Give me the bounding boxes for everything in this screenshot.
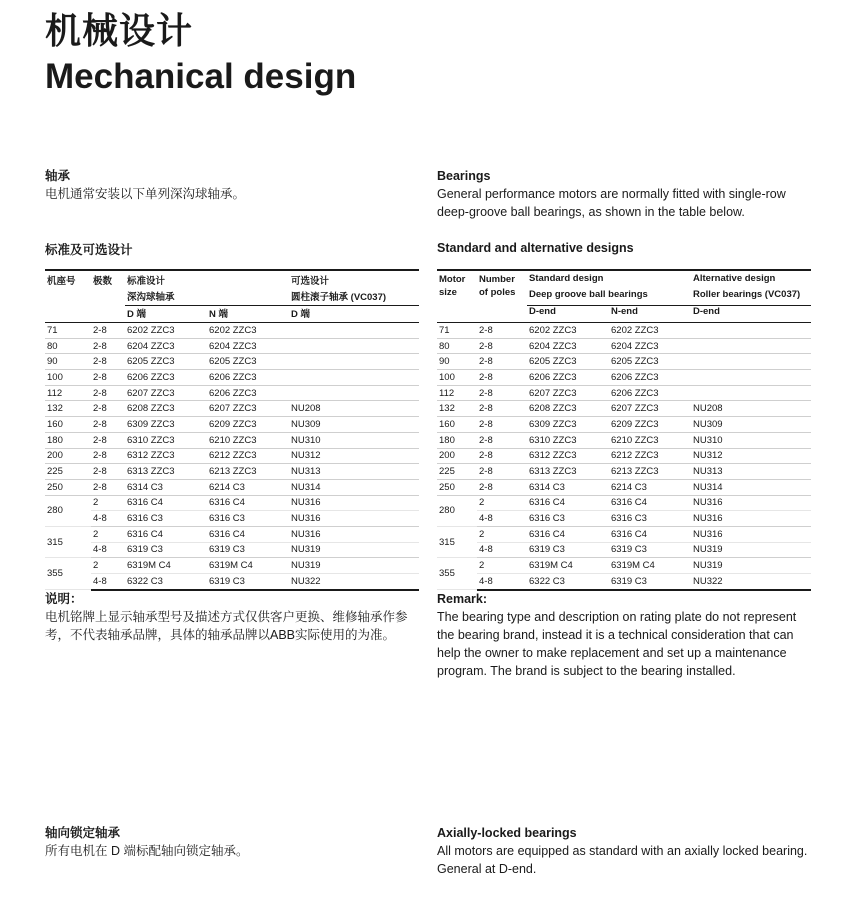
remark-section-cn bbox=[45, 590, 425, 644]
cell-n: 6206 ZZC3 bbox=[609, 370, 691, 386]
table-row bbox=[45, 417, 419, 433]
table-row bbox=[45, 495, 419, 511]
cell-d: 6204 ZZC3 bbox=[125, 338, 207, 354]
cell-alt bbox=[289, 385, 419, 401]
cell-poles: 2 bbox=[91, 526, 125, 542]
cell-d: 6309 ZZC3 bbox=[125, 417, 207, 433]
table-row bbox=[45, 526, 419, 542]
bearings-heading-cn: 轴承 bbox=[45, 169, 71, 183]
cell-poles: 2-8 bbox=[477, 354, 527, 370]
cell-frame: 80 bbox=[45, 338, 91, 354]
cell-alt bbox=[691, 338, 811, 354]
cell-n: 6205 ZZC3 bbox=[207, 354, 289, 370]
designs-section-en bbox=[437, 239, 812, 257]
cell-alt: NU208 bbox=[691, 401, 811, 417]
cell-frame: 280 bbox=[437, 495, 477, 526]
cell-alt: NU319 bbox=[289, 558, 419, 574]
cell-alt: NU313 bbox=[691, 464, 811, 480]
cell-poles: 2-8 bbox=[477, 448, 527, 464]
cell-poles: 4-8 bbox=[477, 574, 527, 590]
col-poles-header: Number of poles bbox=[477, 270, 527, 306]
cell-frame: 225 bbox=[437, 464, 477, 480]
bearings-section-cn bbox=[45, 167, 425, 203]
cell-d: 6207 ZZC3 bbox=[125, 385, 207, 401]
page-title-cn: 机械设计 bbox=[45, 10, 194, 51]
cell-poles: 2-8 bbox=[91, 464, 125, 480]
cell-d: 6313 ZZC3 bbox=[125, 464, 207, 480]
cell-poles: 2-8 bbox=[91, 432, 125, 448]
cell-d: 6207 ZZC3 bbox=[527, 385, 609, 401]
remark-heading-en: Remark: bbox=[437, 592, 488, 606]
cell-frame: 200 bbox=[45, 448, 91, 464]
cell-frame: 315 bbox=[437, 526, 477, 557]
cell-frame: 90 bbox=[437, 354, 477, 370]
cell-frame: 71 bbox=[437, 323, 477, 339]
cell-n: 6204 ZZC3 bbox=[207, 338, 289, 354]
cell-alt: NU322 bbox=[691, 574, 811, 590]
cell-n: 6316 C4 bbox=[207, 495, 289, 511]
cell-alt bbox=[289, 338, 419, 354]
cell-n: 6206 ZZC3 bbox=[207, 370, 289, 386]
cell-d: 6316 C3 bbox=[125, 511, 207, 527]
cell-poles: 2 bbox=[477, 495, 527, 511]
cell-n: 6210 ZZC3 bbox=[609, 432, 691, 448]
cell-n: 6319M C4 bbox=[609, 558, 691, 574]
col-n-end-header: N 端 bbox=[207, 306, 289, 323]
col-alt-sub-header: 圆柱滚子轴承 (VC037) bbox=[289, 289, 419, 306]
cell-frame: 355 bbox=[437, 558, 477, 590]
cell-poles: 4-8 bbox=[91, 574, 125, 590]
cell-frame: 280 bbox=[45, 495, 91, 526]
table-row bbox=[437, 464, 811, 480]
cell-alt: NU322 bbox=[289, 574, 419, 590]
cell-poles: 2-8 bbox=[477, 479, 527, 495]
cell-frame: 200 bbox=[437, 448, 477, 464]
table-row bbox=[437, 401, 811, 417]
col-alt-sub-header: Roller bearings (VC037) bbox=[691, 289, 811, 306]
cell-d: 6319 C3 bbox=[125, 542, 207, 558]
cell-frame: 315 bbox=[45, 526, 91, 557]
cell-frame: 132 bbox=[437, 401, 477, 417]
cell-d: 6316 C4 bbox=[125, 495, 207, 511]
bearings-text-cn: 电机通常安装以下单列深沟球轴承。 bbox=[45, 187, 246, 201]
cell-poles: 2-8 bbox=[91, 401, 125, 417]
cell-frame: 225 bbox=[45, 464, 91, 480]
table-row bbox=[45, 338, 419, 354]
cell-n: 6319M C4 bbox=[207, 558, 289, 574]
cell-poles: 2-8 bbox=[477, 385, 527, 401]
cell-d: 6322 C3 bbox=[527, 574, 609, 590]
col-poles-header: 极数 bbox=[91, 270, 125, 289]
cell-n: 6316 C3 bbox=[207, 511, 289, 527]
cell-n: 6204 ZZC3 bbox=[609, 338, 691, 354]
cell-n: 6212 ZZC3 bbox=[207, 448, 289, 464]
cell-alt: NU310 bbox=[289, 432, 419, 448]
table-row bbox=[437, 432, 811, 448]
axial-section-cn bbox=[45, 824, 425, 860]
designs-heading-cn: 标准及可选设计 bbox=[45, 243, 133, 257]
cell-poles: 2-8 bbox=[91, 448, 125, 464]
cell-d: 6312 ZZC3 bbox=[527, 448, 609, 464]
cell-d: 6313 ZZC3 bbox=[527, 464, 609, 480]
cell-frame: 100 bbox=[45, 370, 91, 386]
col-alt-d-end-header: D 端 bbox=[289, 306, 419, 323]
cell-poles: 2 bbox=[91, 495, 125, 511]
cell-n: 6207 ZZC3 bbox=[609, 401, 691, 417]
remark-section-en bbox=[437, 590, 812, 680]
cell-d: 6314 C3 bbox=[527, 479, 609, 495]
cell-d: 6316 C4 bbox=[527, 495, 609, 511]
cell-alt: NU313 bbox=[289, 464, 419, 480]
table-row bbox=[437, 370, 811, 386]
bearings-text-en: General performance motors are normally fitted with single-row deep-groove ball bearings, as shown in the table below. bbox=[437, 187, 786, 219]
designs-section-cn bbox=[45, 241, 425, 259]
cell-n: 6213 ZZC3 bbox=[609, 464, 691, 480]
cell-alt: NU314 bbox=[691, 479, 811, 495]
cell-poles: 2-8 bbox=[477, 338, 527, 354]
cell-alt: NU319 bbox=[691, 542, 811, 558]
bearing-table-cn bbox=[45, 269, 419, 591]
cell-poles: 2-8 bbox=[91, 479, 125, 495]
cell-d: 6206 ZZC3 bbox=[125, 370, 207, 386]
cell-d: 6312 ZZC3 bbox=[125, 448, 207, 464]
cell-frame: 71 bbox=[45, 323, 91, 339]
col-alt-header: 可选设计 bbox=[289, 270, 419, 289]
bearings-section-en bbox=[437, 167, 812, 221]
cell-d: 6310 ZZC3 bbox=[125, 432, 207, 448]
cell-poles: 4-8 bbox=[477, 542, 527, 558]
cell-alt bbox=[289, 323, 419, 339]
cell-n: 6209 ZZC3 bbox=[207, 417, 289, 433]
cell-poles: 2-8 bbox=[477, 401, 527, 417]
cell-alt bbox=[289, 354, 419, 370]
cell-n: 6206 ZZC3 bbox=[609, 385, 691, 401]
table-row bbox=[437, 417, 811, 433]
col-frame-header: Motor size bbox=[437, 270, 477, 306]
col-alt-d-end-header: D-end bbox=[691, 306, 811, 323]
remark-text-cn: 电机铭牌上显示轴承型号及描述方式仅供客户更换、维修轴承作参考，不代表轴承品牌，具体的轴承品牌以ABB实际使用的为准。 bbox=[45, 610, 408, 642]
page-title-en: Mechanical design bbox=[45, 57, 357, 96]
cell-n: 6212 ZZC3 bbox=[609, 448, 691, 464]
table-row bbox=[45, 464, 419, 480]
cell-alt: NU316 bbox=[691, 495, 811, 511]
cell-n: 6205 ZZC3 bbox=[609, 354, 691, 370]
cell-alt: NU309 bbox=[289, 417, 419, 433]
table-row bbox=[45, 558, 419, 574]
cell-alt: NU310 bbox=[691, 432, 811, 448]
cell-d: 6319M C4 bbox=[125, 558, 207, 574]
table-row bbox=[437, 338, 811, 354]
cell-alt: NU312 bbox=[691, 448, 811, 464]
cell-n: 6319 C3 bbox=[609, 574, 691, 590]
cell-frame: 80 bbox=[437, 338, 477, 354]
cell-frame: 132 bbox=[45, 401, 91, 417]
table-row bbox=[437, 385, 811, 401]
cell-d: 6316 C3 bbox=[527, 511, 609, 527]
cell-alt: NU314 bbox=[289, 479, 419, 495]
cell-alt: NU316 bbox=[691, 511, 811, 527]
table-row bbox=[437, 558, 811, 574]
bearing-table-en bbox=[437, 269, 811, 591]
designs-heading-en: Standard and alternative designs bbox=[437, 241, 634, 255]
cell-poles: 2-8 bbox=[91, 323, 125, 339]
cell-frame: 112 bbox=[45, 385, 91, 401]
cell-frame: 160 bbox=[45, 417, 91, 433]
cell-alt bbox=[691, 385, 811, 401]
cell-poles: 4-8 bbox=[477, 511, 527, 527]
col-std-header: 标准设计 bbox=[125, 270, 289, 289]
cell-d: 6204 ZZC3 bbox=[527, 338, 609, 354]
cell-d: 6206 ZZC3 bbox=[527, 370, 609, 386]
cell-alt bbox=[691, 354, 811, 370]
table-row bbox=[45, 432, 419, 448]
cell-frame: 180 bbox=[45, 432, 91, 448]
cell-frame: 112 bbox=[437, 385, 477, 401]
cell-poles: 2-8 bbox=[477, 432, 527, 448]
cell-poles: 2-8 bbox=[91, 370, 125, 386]
cell-poles: 2-8 bbox=[477, 370, 527, 386]
cell-alt bbox=[691, 370, 811, 386]
col-d-end-header: D-end bbox=[527, 306, 609, 323]
table-row bbox=[437, 542, 811, 558]
axial-section-en bbox=[437, 824, 812, 878]
cell-alt: NU319 bbox=[691, 558, 811, 574]
cell-d: 6202 ZZC3 bbox=[125, 323, 207, 339]
cell-frame: 250 bbox=[45, 479, 91, 495]
col-frame-header: 机座号 bbox=[45, 270, 91, 289]
table-row bbox=[45, 385, 419, 401]
table-row bbox=[437, 495, 811, 511]
cell-frame: 160 bbox=[437, 417, 477, 433]
cell-n: 6316 C4 bbox=[609, 526, 691, 542]
remark-heading-cn: 说明： bbox=[45, 592, 83, 606]
table-row bbox=[437, 323, 811, 339]
table-row bbox=[45, 401, 419, 417]
cell-d: 6319 C3 bbox=[527, 542, 609, 558]
table-row bbox=[45, 574, 419, 590]
cell-alt: NU309 bbox=[691, 417, 811, 433]
col-std-sub-header: Deep groove ball bearings bbox=[527, 289, 691, 306]
cell-n: 6202 ZZC3 bbox=[609, 323, 691, 339]
cell-frame: 100 bbox=[437, 370, 477, 386]
bearings-heading-en: Bearings bbox=[437, 169, 491, 183]
table-row bbox=[45, 354, 419, 370]
cell-n: 6213 ZZC3 bbox=[207, 464, 289, 480]
cell-n: 6214 C3 bbox=[609, 479, 691, 495]
table-row bbox=[45, 511, 419, 527]
table-row bbox=[45, 479, 419, 495]
remark-text-en: The bearing type and description on rating plate do not represent the bearing brand, instead it is a technical consideration that can help the owner to make replacement and set up a maintenance program. The brand is subject to the bearing installed. bbox=[437, 610, 797, 678]
cell-poles: 2-8 bbox=[477, 464, 527, 480]
cell-poles: 2 bbox=[477, 558, 527, 574]
cell-d: 6319M C4 bbox=[527, 558, 609, 574]
cell-d: 6314 C3 bbox=[125, 479, 207, 495]
axial-text-cn: 所有电机在 D 端标配轴向锁定轴承。 bbox=[45, 844, 249, 858]
cell-alt bbox=[289, 370, 419, 386]
cell-d: 6316 C4 bbox=[125, 526, 207, 542]
cell-alt: NU316 bbox=[691, 526, 811, 542]
cell-n: 6207 ZZC3 bbox=[207, 401, 289, 417]
cell-poles: 2-8 bbox=[91, 417, 125, 433]
col-std-sub-header: 深沟球轴承 bbox=[125, 289, 289, 306]
cell-n: 6209 ZZC3 bbox=[609, 417, 691, 433]
cell-d: 6205 ZZC3 bbox=[527, 354, 609, 370]
cell-poles: 2-8 bbox=[477, 323, 527, 339]
cell-d: 6208 ZZC3 bbox=[125, 401, 207, 417]
cell-n: 6319 C3 bbox=[207, 542, 289, 558]
cell-poles: 2 bbox=[91, 558, 125, 574]
cell-d: 6316 C4 bbox=[527, 526, 609, 542]
cell-frame: 355 bbox=[45, 558, 91, 590]
axial-text-en: All motors are equipped as standard with an axially locked bearing. General at D-end. bbox=[437, 844, 808, 876]
col-n-end-header: N-end bbox=[609, 306, 691, 323]
cell-d: 6208 ZZC3 bbox=[527, 401, 609, 417]
col-d-end-header: D 端 bbox=[125, 306, 207, 323]
col-alt-header: Alternative design bbox=[691, 270, 811, 289]
cell-d: 6205 ZZC3 bbox=[125, 354, 207, 370]
cell-d: 6309 ZZC3 bbox=[527, 417, 609, 433]
axial-heading-en: Axially-locked bearings bbox=[437, 826, 577, 840]
table-row bbox=[45, 448, 419, 464]
cell-d: 6310 ZZC3 bbox=[527, 432, 609, 448]
cell-alt: NU316 bbox=[289, 511, 419, 527]
cell-n: 6316 C4 bbox=[207, 526, 289, 542]
table-row bbox=[437, 574, 811, 590]
cell-poles: 2 bbox=[477, 526, 527, 542]
cell-poles: 2-8 bbox=[91, 354, 125, 370]
cell-n: 6316 C4 bbox=[609, 495, 691, 511]
cell-d: 6322 C3 bbox=[125, 574, 207, 590]
table-row bbox=[437, 354, 811, 370]
cell-poles: 4-8 bbox=[91, 542, 125, 558]
cell-poles: 2-8 bbox=[91, 385, 125, 401]
cell-alt: NU208 bbox=[289, 401, 419, 417]
axial-heading-cn: 轴向锁定轴承 bbox=[45, 826, 121, 840]
cell-poles: 4-8 bbox=[91, 511, 125, 527]
table-row bbox=[45, 542, 419, 558]
cell-frame: 250 bbox=[437, 479, 477, 495]
cell-n: 6319 C3 bbox=[609, 542, 691, 558]
cell-alt: NU319 bbox=[289, 542, 419, 558]
cell-n: 6202 ZZC3 bbox=[207, 323, 289, 339]
cell-n: 6319 C3 bbox=[207, 574, 289, 590]
cell-poles: 2-8 bbox=[91, 338, 125, 354]
table-row bbox=[45, 370, 419, 386]
col-std-header: Standard design bbox=[527, 270, 691, 289]
cell-alt bbox=[691, 323, 811, 339]
table-row bbox=[437, 479, 811, 495]
cell-n: 6316 C3 bbox=[609, 511, 691, 527]
cell-n: 6206 ZZC3 bbox=[207, 385, 289, 401]
cell-n: 6214 C3 bbox=[207, 479, 289, 495]
table-row bbox=[437, 511, 811, 527]
cell-alt: NU316 bbox=[289, 526, 419, 542]
cell-frame: 180 bbox=[437, 432, 477, 448]
cell-d: 6202 ZZC3 bbox=[527, 323, 609, 339]
table-row bbox=[437, 448, 811, 464]
table-row bbox=[45, 323, 419, 339]
table-row bbox=[437, 526, 811, 542]
cell-alt: NU312 bbox=[289, 448, 419, 464]
cell-poles: 2-8 bbox=[477, 417, 527, 433]
cell-frame: 90 bbox=[45, 354, 91, 370]
cell-alt: NU316 bbox=[289, 495, 419, 511]
cell-n: 6210 ZZC3 bbox=[207, 432, 289, 448]
